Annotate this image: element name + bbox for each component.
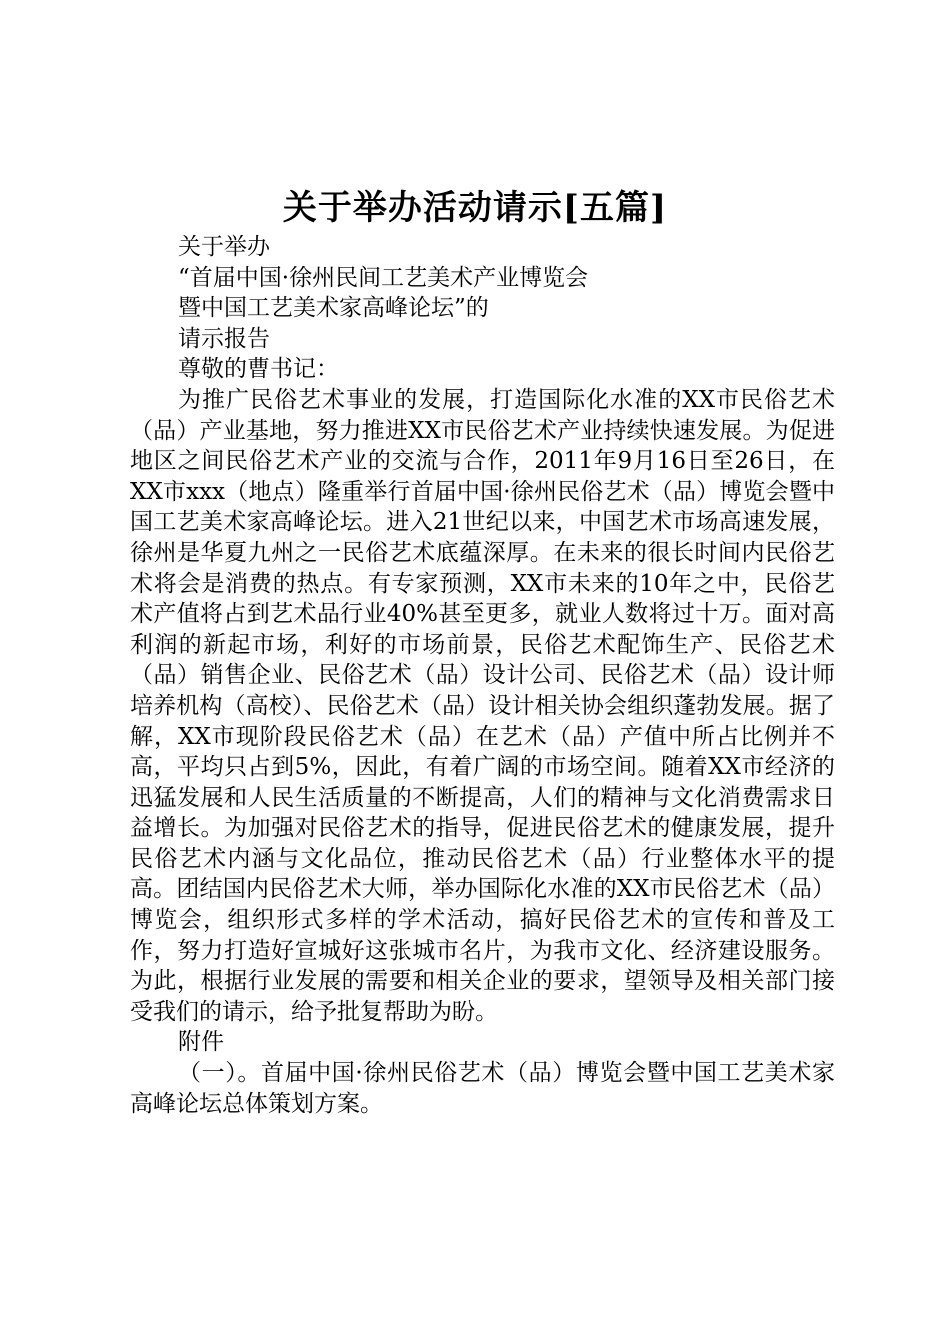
salutation: 尊敬的曹书记： [178, 356, 339, 383]
heading-line-3: 暨中国工艺美术家高峰论坛”的 [178, 295, 489, 322]
document-title: 关于举办活动请示[五篇] [282, 188, 668, 228]
heading-line-1: 关于举办 [178, 234, 270, 260]
heading-line-2: “首届中国·徐州民间工艺美术产业博览会 [178, 264, 589, 291]
attachment-label: 附件 [178, 1029, 224, 1056]
document-content [130, 232, 835, 1119]
body-paragraph: 为推广民俗艺术事业的发展，打造国际化水准的XX市民俗艺术（品）产业基地，努力推进XX市民俗艺术产业持续快速发展。为促进地区之间民俗艺术产业的交流与合作，2011年9月16日至26日，在XX市xxx（地点）隆重举行首届中国·徐州民俗艺术（品）博览会暨中国工艺美术家高峰论坛。进入21世纪以来，中国艺术市场高速发展，徐州是华夏九州之一民俗艺术底蕴深厚。在未来的很长时间内民俗艺术将会是消费的热点。有专家预测，XX市未来的10年之中，民俗艺术产值将占到艺术品行业40%甚至更多，就业人数将过十万。面对高利润的新起市场，利好的市场前景，民俗艺术配饰生产、民俗艺术（品）销售企业、民俗艺术（品）设计公司、民俗艺术（品）设计师培养机构（高校）、民俗艺术（品）设计相关协会组织蓬勃发展。据了解，XX市现阶段民俗艺术（品）在艺术（品）产值中所占比例并不高，平均只占到5%，因此，有着广阔的市场空间。随着XX市经济的迅猛发展和人民生活质量的不断提高，人们的精神与文化消费需求日益增长。为加强对民俗艺术的指导，促进民俗艺术的健康发展，提升民俗艺术内涵与文化品位，推动民俗艺术（品）行业整体水平的提高。团结国内民俗艺术大师，举办国际化水准的XX市民俗艺术（品）博览会，组织形式多样的学术活动，搞好民俗艺术的宣传和普及工作，努力打造好宣城好这张城市名片，为我市文化、经济建设服务。为此，根据行业发展的需要和相关企业的要求，望领导及相关部门接受我们的请示，给予批复帮助为盼。 [130, 386, 835, 1025]
attachment-item: （一）。首届中国·徐州民俗艺术（品）博览会暨中国工艺美术家高峰论坛总体策划方案。 [130, 1060, 835, 1117]
heading-line-4: 请示报告 [178, 325, 270, 352]
